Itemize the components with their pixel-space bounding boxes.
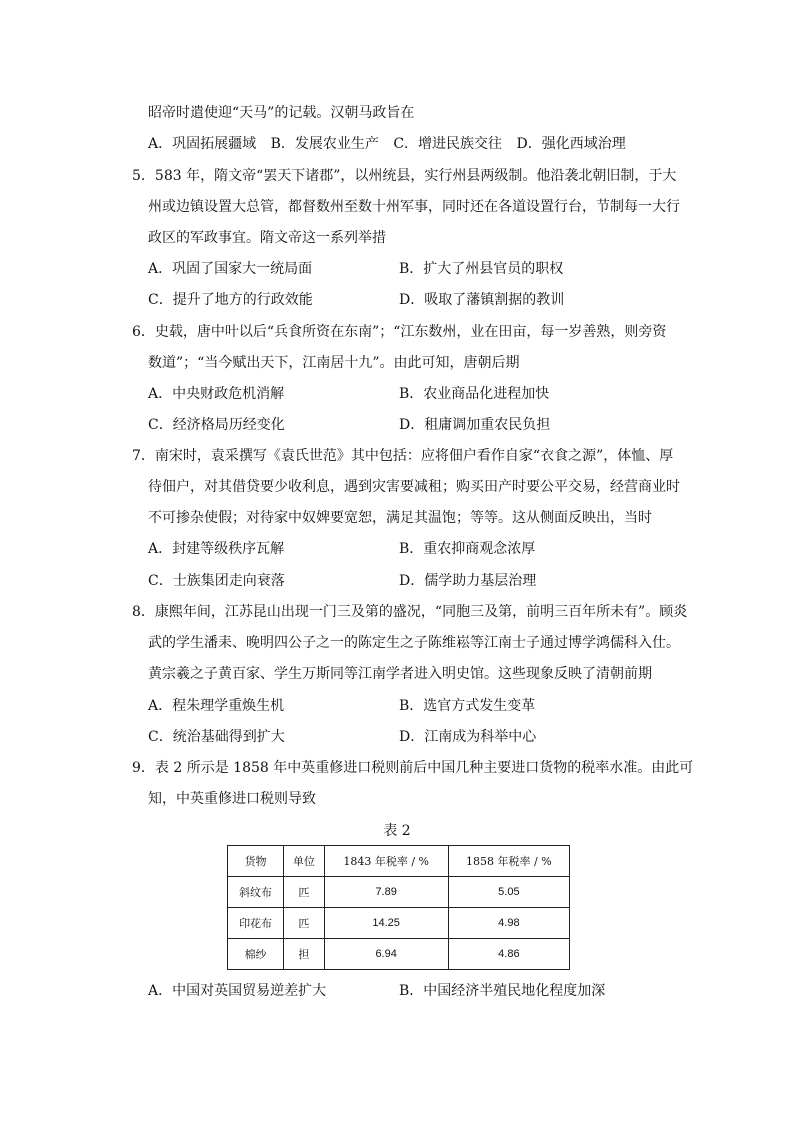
q7-stem-line-3: 不可掺杂使假；对待家中奴婢要宽恕，满足其温饱；等等。这从侧面反映出，当时 — [148, 510, 652, 526]
tariff-rate-table — [227, 845, 570, 970]
q4-options — [148, 135, 636, 153]
q6-option-b[interactable]: B．农业商品化进程加快 — [399, 386, 550, 402]
q8-stem-line-3: 黄宗羲之子黄百家、学生万斯同等江南学者进入明史馆。这些现象反映了清朝前期 — [148, 666, 652, 682]
q8-option-b[interactable]: B．选官方式发生变革 — [399, 698, 536, 714]
cell-rate-1858: 4.98 — [448, 908, 569, 939]
table-row — [228, 908, 570, 939]
q4-stem-tail: 昭帝时遣使迎“天马”的记载。汉朝马政旨在 — [148, 105, 415, 121]
cell-rate-1858: 4.86 — [448, 939, 569, 970]
header-goods: 货物 — [228, 846, 284, 877]
cell-rate-1843: 14.25 — [324, 908, 448, 939]
q7-stem-line-1: 7．南宋时，袁采撰写《袁氏世范》其中包括：应将佃户看作自家“衣食之源”，体恤、厚 — [132, 448, 674, 464]
q6-option-c[interactable]: C．经济格局历经变化 — [148, 417, 285, 433]
q7-option-d[interactable]: D．儒学助力基层治理 — [399, 573, 537, 589]
q6-option-d[interactable]: D．租庸调加重农民负担 — [399, 417, 551, 433]
table-caption: 表 2 — [383, 823, 411, 839]
q9-option-a[interactable]: A．中国对英国贸易逆差扩大 — [148, 983, 327, 999]
cell-unit: 匹 — [284, 908, 324, 939]
q5-option-c[interactable]: C．提升了地方的行政效能 — [148, 292, 313, 308]
q5-option-b[interactable]: B．扩大了州县官员的职权 — [399, 261, 564, 277]
q5-option-a[interactable]: A．巩固了国家大一统局面 — [148, 261, 313, 277]
q5-option-d[interactable]: D．吸取了藩镇割据的教训 — [399, 292, 565, 308]
header-rate-1858: 1858 年税率 / % — [448, 846, 569, 877]
q8-option-a[interactable]: A．程朱理学重焕生机 — [148, 698, 285, 714]
q4-option-a[interactable]: A．巩固拓展疆域 — [148, 136, 257, 152]
cell-goods: 棉纱 — [228, 939, 284, 970]
q9-stem-line-2: 知，中英重修进口税则导致 — [148, 791, 316, 807]
cell-rate-1843: 6.94 — [324, 939, 448, 970]
q7-option-c[interactable]: C．士族集团走向衰落 — [148, 573, 285, 589]
cell-unit: 匹 — [284, 877, 324, 908]
header-rate-1843: 1843 年税率 / % — [324, 846, 448, 877]
q4-option-d[interactable]: D．强化西域治理 — [516, 136, 626, 152]
q5-stem-line-1: 5．583 年，隋文帝“罢天下诸郡”，以州统县，实行州县两级制。他沿袭北朝旧制，于大 — [132, 168, 677, 184]
table-row — [228, 877, 570, 908]
cell-rate-1858: 5.05 — [448, 877, 569, 908]
q8-stem-line-2: 武的学生潘耒、晚明四公子之一的陈定生之子陈维崧等江南士子通过博学鸿儒科入仕。 — [148, 635, 680, 651]
cell-unit: 担 — [284, 939, 324, 970]
q4-option-b[interactable]: B．发展农业生产 — [270, 136, 379, 152]
cell-goods: 印花布 — [228, 908, 284, 939]
q6-option-a[interactable]: A．中央财政危机消解 — [148, 386, 285, 402]
q4-option-c[interactable]: C．增进民族交往 — [393, 136, 503, 152]
q7-option-a[interactable]: A．封建等级秩序瓦解 — [148, 541, 285, 557]
header-unit: 单位 — [284, 846, 324, 877]
q8-stem-line-1: 8．康熙年间，江苏昆山出现一门三及第的盛况，“同胞三及第，前明三百年所未有”。顾炎 — [132, 604, 688, 620]
q8-option-c[interactable]: C．统治基础得到扩大 — [148, 729, 285, 745]
table-header-row — [228, 846, 570, 877]
q7-stem-line-2: 待佃户，对其借贷要少收利息，遇到灾害要减租；购买田产时要公平交易，经营商业时 — [148, 479, 680, 495]
q7-option-b[interactable]: B．重农抑商观念浓厚 — [399, 541, 536, 557]
cell-goods: 斜纹布 — [228, 877, 284, 908]
q6-stem-line-2: 数道”；“当今赋出天下，江南居十九”。由此可知，唐朝后期 — [148, 355, 520, 371]
q9-stem-line-1: 9．表 2 所示是 1858 年中英重修进口税则前后中国几种主要进口货物的税率水准。由此可 — [132, 760, 694, 776]
q5-stem-line-3: 政区的军政事宜。隋文帝这一系列举措 — [148, 230, 386, 246]
cell-rate-1843: 7.89 — [324, 877, 448, 908]
q6-stem-line-1: 6．史载，唐中叶以后“兵食所资在东南”；“江东数州，业在田亩，每一岁善熟，则旁资 — [132, 324, 667, 340]
q9-option-b[interactable]: B．中国经济半殖民地化程度加深 — [399, 983, 606, 999]
table-row — [228, 939, 570, 970]
q5-stem-line-2: 州或边镇设置大总管，都督数州至数十州军事，同时还在各道设置行台，节制每一大行 — [148, 199, 680, 215]
q8-option-d[interactable]: D．江南成为科举中心 — [399, 729, 537, 745]
